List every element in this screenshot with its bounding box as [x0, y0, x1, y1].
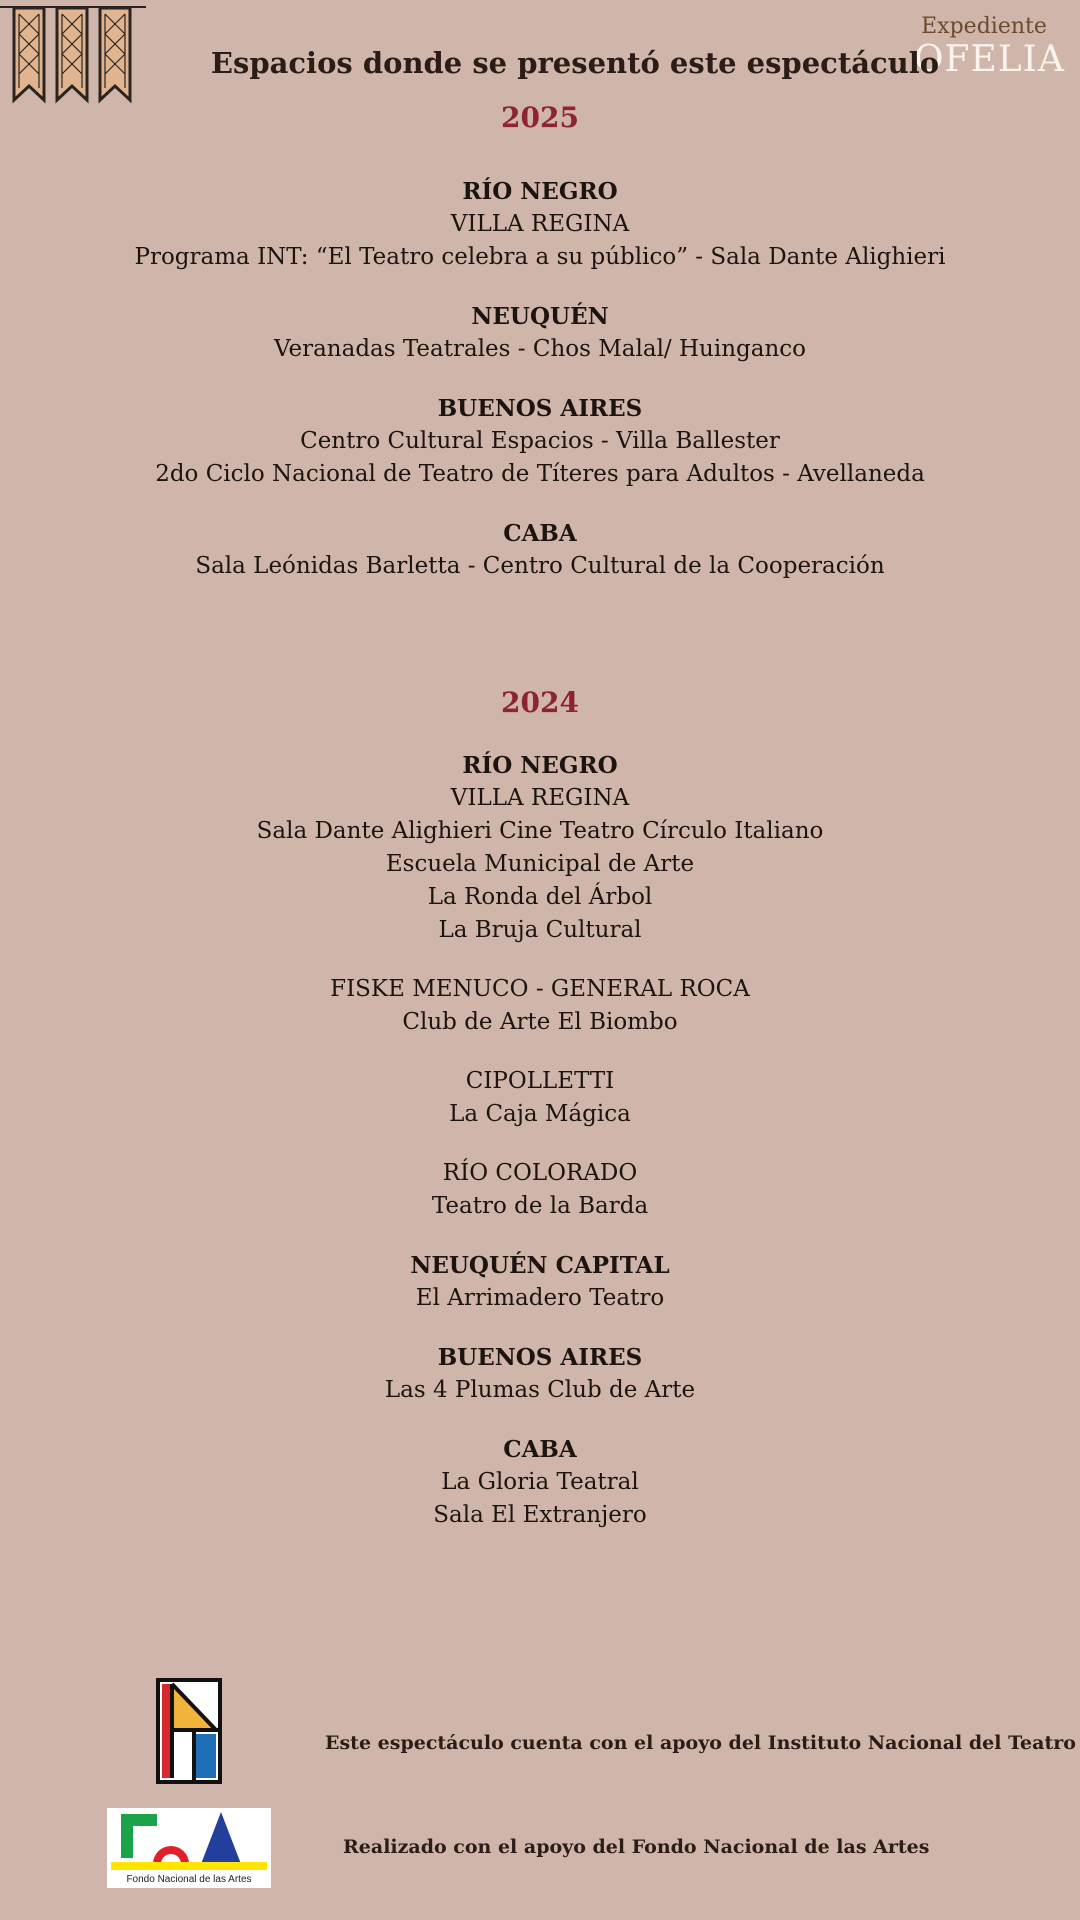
venue-line: Programa INT: “El Teatro celebra a su público” - Sala Dante Alighieri — [134, 244, 946, 270]
fna-logo — [107, 1808, 271, 1888]
region-heading: CABA — [503, 520, 577, 547]
venue-group — [0, 392, 1080, 491]
fna-logo-caption: Fondo Nacional de las Artes — [126, 1874, 252, 1885]
region-heading: NEUQUÉN — [471, 303, 609, 330]
region-heading: RÍO COLORADO — [442, 1160, 638, 1186]
venue-line: Sala Leónidas Barletta - Centro Cultural de la Cooperación — [195, 553, 885, 579]
venue-line: Las 4 Plumas Club de Arte — [384, 1377, 696, 1403]
region-heading: BUENOS AIRES — [437, 1344, 643, 1371]
venue-line: Sala El Extranjero — [433, 1502, 647, 1528]
fna-support-text: Realizado con el apoyo del Fondo Nacional de las Artes — [343, 1836, 930, 1858]
venue-line: Sala Dante Alighieri Cine Teatro Círculo Italiano — [256, 818, 824, 844]
venue-line: Veranadas Teatrales - Chos Malal/ Huinganco — [273, 336, 807, 362]
region-heading: CIPOLLETTI — [465, 1068, 615, 1094]
venue-group — [0, 1433, 1080, 1532]
venue-line: Centro Cultural Espacios - Villa Ballester — [300, 428, 780, 454]
int-support-text: Este espectáculo cuenta con el apoyo del Instituto Nacional del Teatro — [325, 1732, 1076, 1754]
fna-logo-mark — [107, 1808, 271, 1874]
venue-group — [0, 1341, 1080, 1407]
year-heading: 2025 — [501, 101, 579, 134]
region-heading: RÍO NEGRO — [462, 752, 618, 779]
venue-line: La Caja Mágica — [449, 1101, 631, 1127]
region-heading: NEUQUÉN CAPITAL — [410, 1252, 670, 1279]
venue-line: El Arrimadero Teatro — [415, 1285, 665, 1311]
venue-line: VILLA REGINA — [450, 785, 630, 811]
venue-line: La Bruja Cultural — [438, 917, 642, 943]
region-heading: CABA — [503, 1436, 577, 1463]
venue-line: La Ronda del Árbol — [427, 884, 653, 910]
venue-group — [0, 1065, 1080, 1131]
venue-group — [0, 1157, 1080, 1223]
venue-group — [0, 1249, 1080, 1315]
venue-line: VILLA REGINA — [450, 211, 630, 237]
venue-group — [0, 973, 1080, 1039]
venue-line: Teatro de la Barda — [431, 1193, 649, 1219]
int-logo — [156, 1678, 222, 1784]
venue-group — [0, 175, 1080, 274]
venue-group — [0, 300, 1080, 366]
venue-line: Club de Arte El Biombo — [402, 1009, 678, 1035]
section-2024 — [0, 683, 1080, 1532]
brand-top-text: Expediente — [921, 14, 1047, 39]
venue-line: 2do Ciclo Nacional de Teatro de Títeres para Adultos - Avellaneda — [155, 461, 925, 487]
venue-group — [0, 517, 1080, 583]
year-heading: 2024 — [501, 686, 579, 719]
venue-group — [0, 749, 1080, 947]
region-heading: BUENOS AIRES — [437, 395, 643, 422]
section-2025 — [0, 98, 1080, 583]
region-heading: RÍO NEGRO — [462, 178, 618, 205]
venue-line: Escuela Municipal de Arte — [385, 851, 695, 877]
region-heading: FISKE MENUCO - GENERAL ROCA — [330, 976, 750, 1002]
page-title: Espacios donde se presentó este espectáculo — [210, 46, 940, 80]
brand-main-text: OFELIA — [914, 39, 1065, 80]
venue-line: La Gloria Teatral — [441, 1469, 639, 1495]
